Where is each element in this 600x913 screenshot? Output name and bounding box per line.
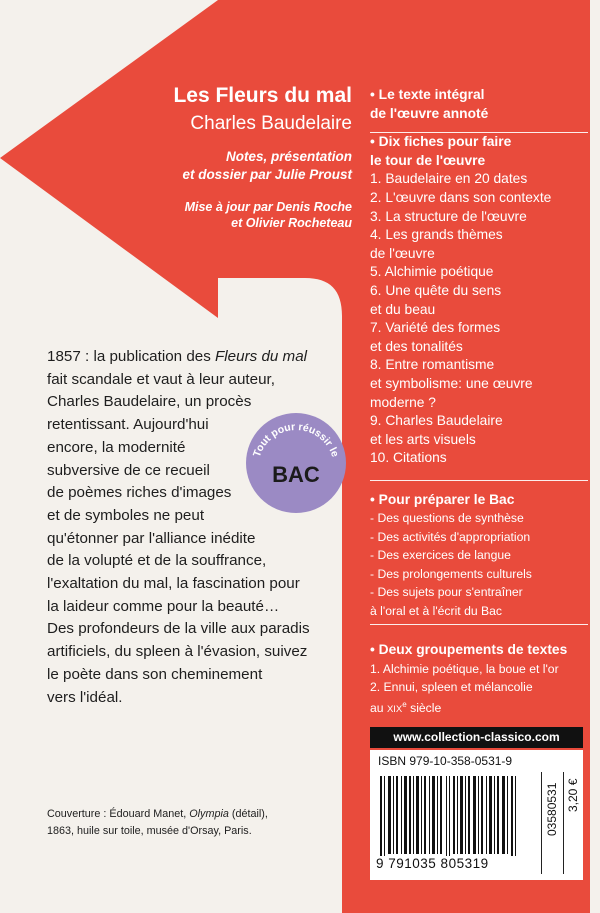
list-item: - Des sujets pour s'entraîner	[370, 585, 523, 600]
fiches-list	[370, 170, 595, 468]
list-item: 6. Une quête du sens	[370, 282, 502, 298]
intro-paragraph: 1857 : la publication des Fleurs du mal fait scandale et vaut à leur auteur, Charles Baudelaire, un procès retentissant. Aujourd'hui encore, la modernité subversive de ce recueil de poèmes riches d'images et de symboles ne peut qu'étonner par l'alliance inédite de la volupté et de la souffrance, l'exaltation du mal, la fascination pour la laideur comme pour la beauté… Des profondeurs de la ville aux paradis artificiels, du spleen à l'évasion, suivez le poète dans son cheminement vers l'idéal.	[47, 348, 310, 706]
bullet-icon: •	[370, 134, 379, 150]
section1-line1: Le texte intégral	[378, 87, 485, 102]
list-item: et des tonalités	[370, 338, 463, 354]
section-divider	[370, 624, 588, 625]
list-item: 10. Citations	[370, 450, 447, 466]
reference-code: 03580531	[545, 782, 559, 836]
section-divider	[370, 132, 588, 133]
list-item: - Des activités d'appropriation	[370, 529, 531, 544]
update-credit	[0, 199, 352, 231]
list-item: de l'œuvre	[370, 245, 435, 261]
barcode-graphic	[380, 776, 530, 856]
list-item: - Des exercices de langue	[370, 548, 511, 563]
section-fiches-heading	[370, 133, 595, 170]
list-item: au XIXe siècle	[370, 700, 442, 716]
bullet-icon: •	[370, 491, 379, 507]
list-item: et les arts visuels	[370, 431, 476, 447]
section-divider	[370, 480, 588, 481]
bac-badge	[246, 413, 346, 513]
list-item: 4. Les grands thèmes	[370, 227, 503, 243]
book-author: Charles Baudelaire	[190, 113, 352, 134]
update-credit-line2: et Olivier Rocheteau	[231, 216, 352, 230]
barcode-number: 9 791035 805319	[376, 856, 489, 871]
list-item: et du beau	[370, 301, 436, 317]
list-item: 8. Entre romantisme	[370, 357, 495, 373]
divider-line	[541, 772, 542, 874]
groupements-list	[370, 660, 595, 720]
list-item: 9. Charles Baudelaire	[370, 413, 503, 429]
editor-credit-line1: Notes, présentation	[225, 149, 352, 164]
list-item: 1. Alchimie poétique, la boue et l'or	[370, 661, 559, 676]
price: 3,20 €	[566, 778, 580, 812]
isbn-number: ISBN 979-10-358-0531-9	[378, 754, 513, 768]
section1-line2: de l'œuvre annoté	[370, 105, 489, 121]
section2-line2: le tour de l'œuvre	[370, 152, 486, 168]
barcode-panel	[370, 750, 583, 880]
list-item: 1. Baudelaire en 20 dates	[370, 171, 528, 187]
section3-heading: Pour préparer le Bac	[378, 491, 515, 507]
list-item: moderne ?	[370, 394, 436, 410]
list-item: 7. Variété des formes	[370, 320, 501, 336]
bac-list	[370, 509, 595, 619]
divider-line	[563, 772, 564, 874]
list-item: 2. Ennui, spleen et mélancolie	[370, 679, 533, 694]
list-item: à l'oral et à l'écrit du Bac	[370, 603, 503, 618]
cover-credit: Couverture : Édouard Manet, Olympia (détail), 1863, huile sur toile, musée d'Orsay, Paris.	[47, 808, 268, 837]
section4-heading: Deux groupements de textes	[378, 641, 568, 657]
bullet-icon: •	[370, 87, 379, 102]
list-item: et symbolisme: une œuvre	[370, 375, 533, 391]
badge-label: BAC	[272, 462, 320, 487]
list-item: - Des prolongements culturels	[370, 566, 532, 581]
book-title: Les Fleurs du mal	[173, 84, 352, 107]
list-item: 3. La structure de l'œuvre	[370, 208, 527, 224]
list-item: - Des questions de synthèse	[370, 511, 524, 526]
section-integral-text	[370, 86, 595, 123]
section-bac-heading	[370, 491, 595, 510]
section-groupements-heading	[370, 641, 595, 660]
section2-line1: Dix fiches pour faire	[378, 134, 512, 150]
website-url[interactable]: www.collection-classico.com	[370, 727, 583, 748]
bullet-icon: •	[370, 641, 379, 657]
list-item: 5. Alchimie poétique	[370, 264, 494, 280]
svg-text:Tout pour réussir le: Tout pour réussir le	[250, 421, 342, 459]
editor-credit-line2: et dossier par Julie Proust	[182, 167, 352, 182]
update-credit-line1: Mise à jour par Denis Roche	[184, 200, 352, 214]
list-item: 2. L'œuvre dans son contexte	[370, 189, 552, 205]
editor-credit	[0, 148, 352, 184]
